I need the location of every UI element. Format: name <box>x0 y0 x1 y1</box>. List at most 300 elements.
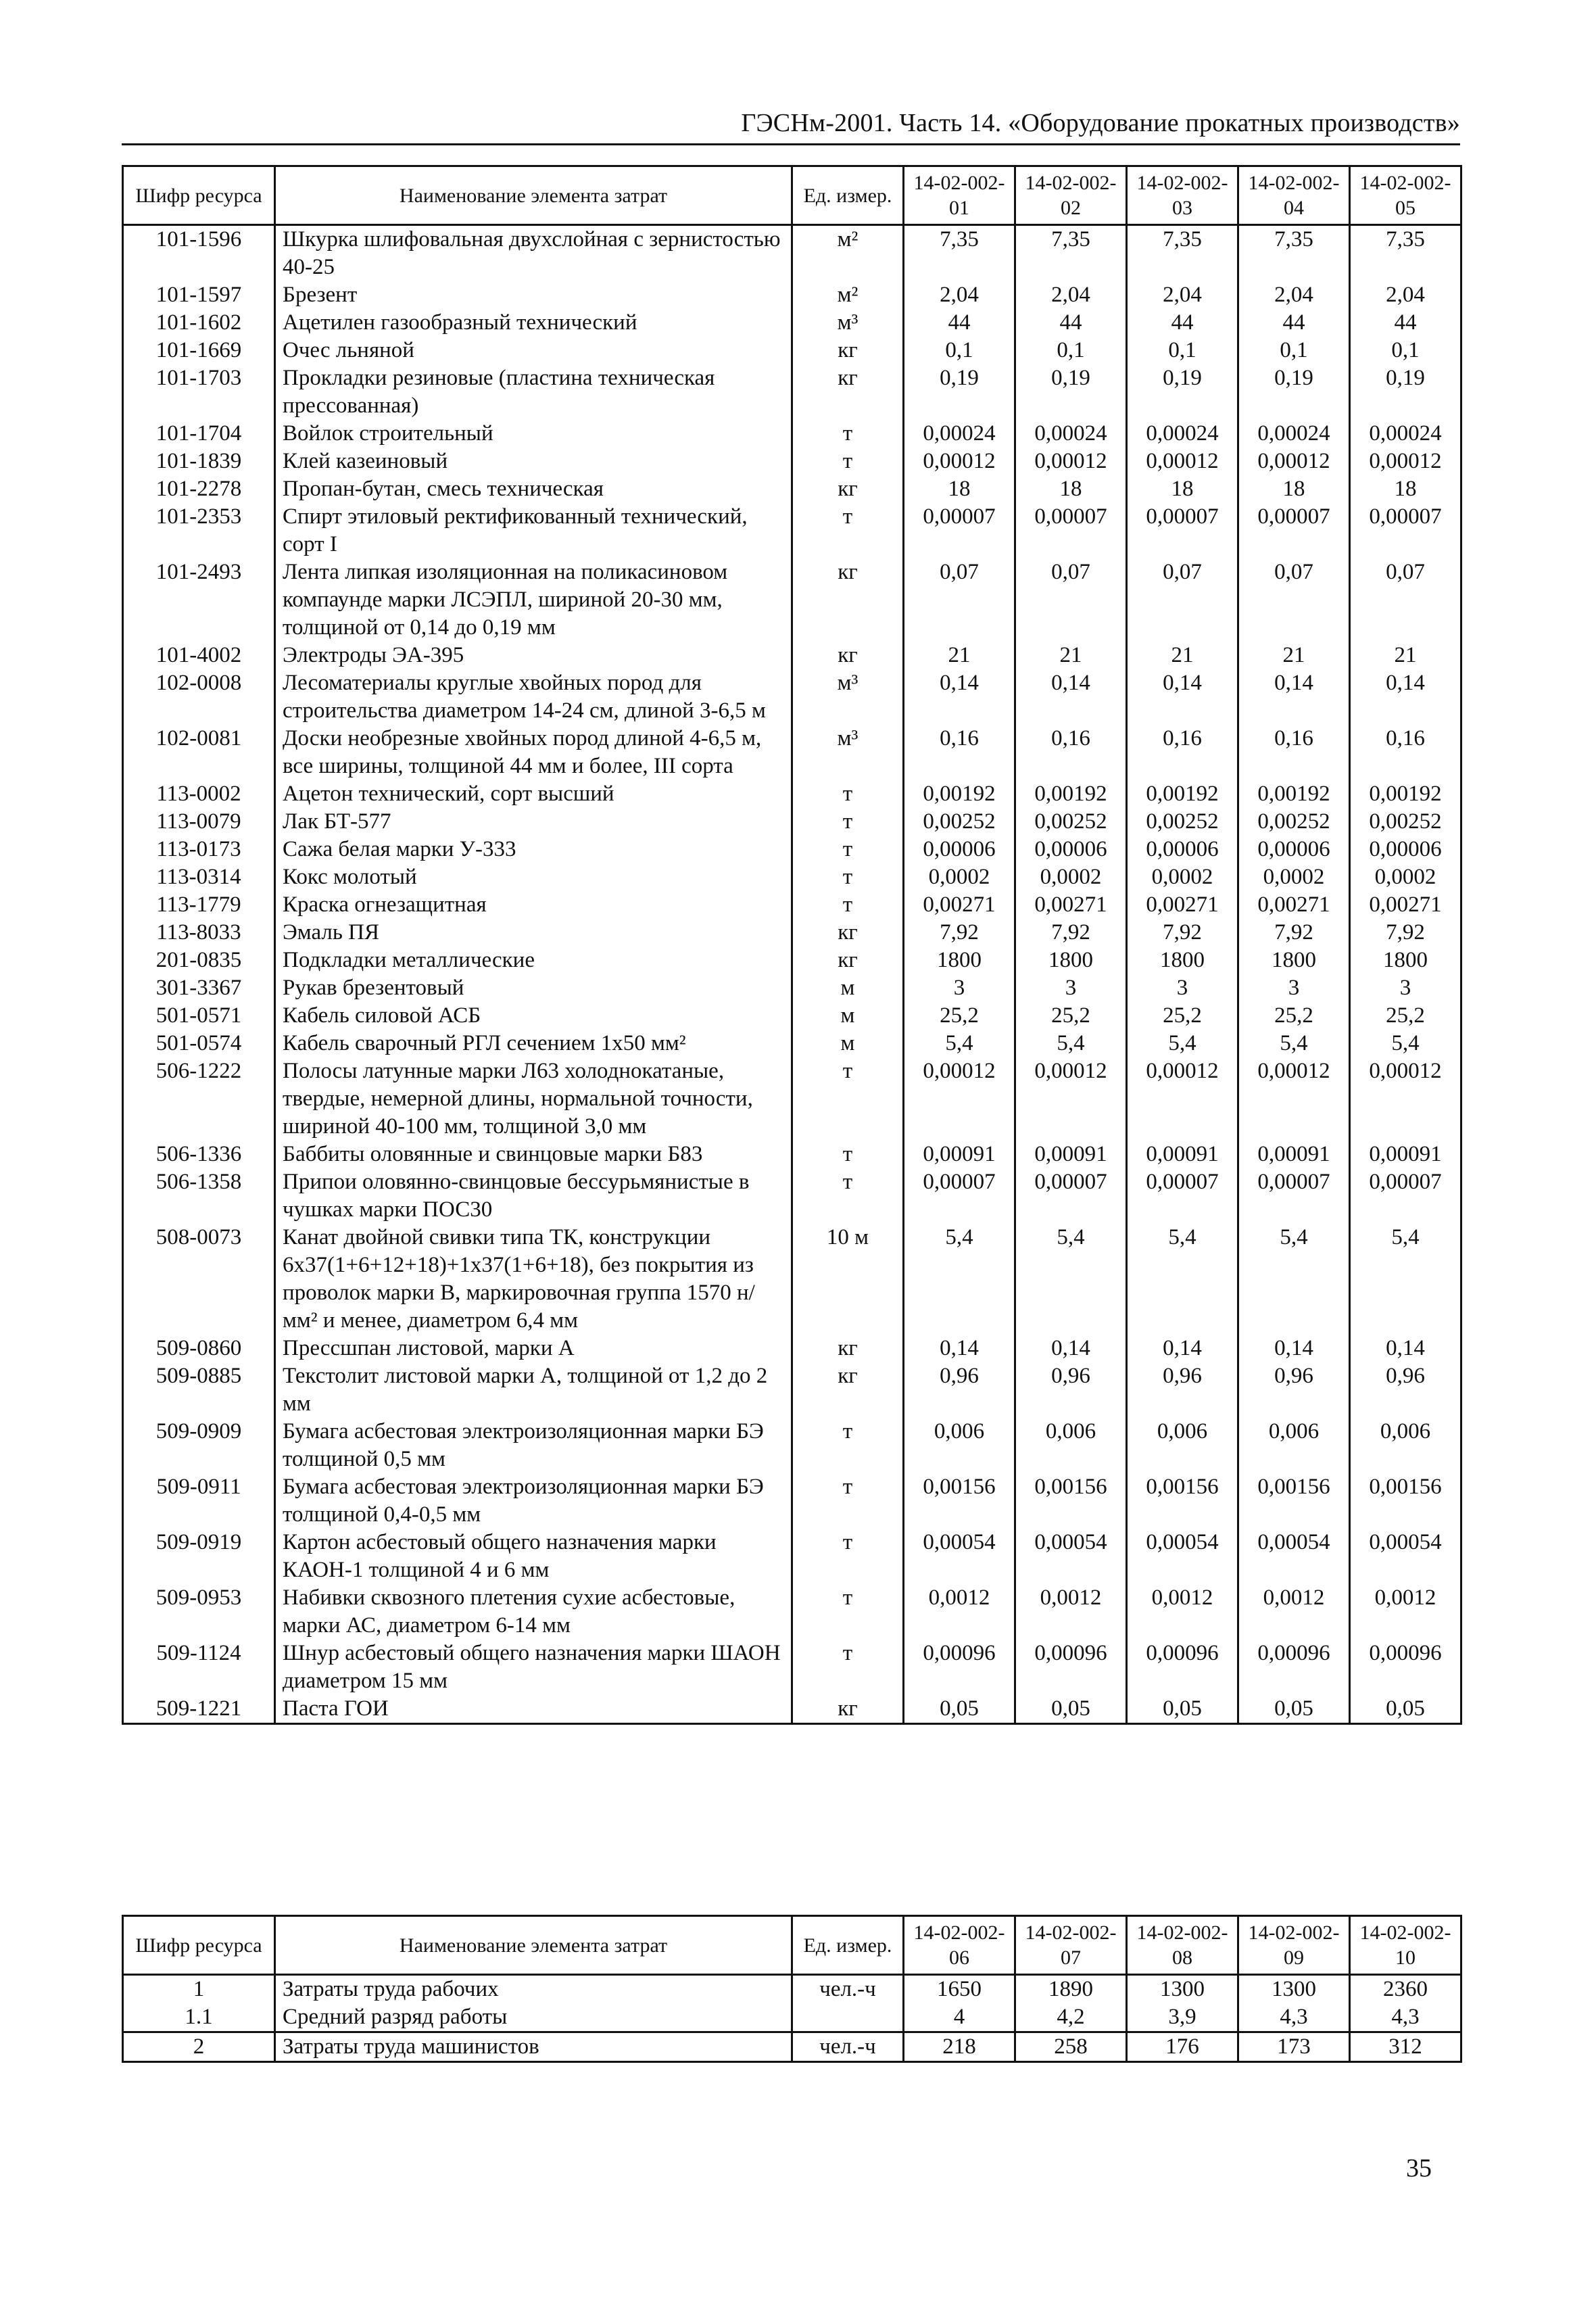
resource-code: 201-0835 <box>123 947 275 974</box>
norm-value: 3 <box>1015 974 1127 1002</box>
norm-value: 0,14 <box>1350 1335 1461 1362</box>
column-header: 14-02-002-01 <box>904 166 1015 225</box>
unit-of-measure: м² <box>792 225 904 282</box>
norm-value: 0,00271 <box>1238 891 1350 919</box>
norm-value: 18 <box>1350 475 1461 503</box>
norm-value: 25,2 <box>1350 1002 1461 1030</box>
unit-of-measure: кг <box>792 364 904 420</box>
column-header: Ед. измер. <box>792 1916 904 1975</box>
norm-value: 1300 <box>1238 1975 1350 2004</box>
resource-name: Затраты труда рабочих <box>275 1975 792 2004</box>
unit-of-measure: т <box>792 1584 904 1640</box>
norm-value: 0,00006 <box>1238 836 1350 863</box>
column-header: 14-02-002-08 <box>1127 1916 1238 1975</box>
unit-of-measure: т <box>792 1418 904 1473</box>
norm-value: 0,00156 <box>904 1473 1015 1529</box>
resource-code: 509-0885 <box>123 1362 275 1418</box>
norm-value: 0,1 <box>904 337 1015 364</box>
norm-value: 25,2 <box>904 1002 1015 1030</box>
table-row <box>123 642 1461 669</box>
norm-value: 0,07 <box>1127 558 1238 642</box>
table-row <box>123 558 1461 642</box>
norm-value: 0,00006 <box>904 836 1015 863</box>
table-row <box>123 364 1461 420</box>
norm-value: 5,4 <box>1127 1030 1238 1057</box>
table-row <box>123 503 1461 558</box>
norm-value: 0,96 <box>904 1362 1015 1418</box>
norm-value: 7,35 <box>1127 225 1238 282</box>
resource-code: 506-1222 <box>123 1057 275 1141</box>
norm-value: 0,00096 <box>1015 1640 1127 1695</box>
unit-of-measure: т <box>792 1640 904 1695</box>
table-row <box>123 1584 1461 1640</box>
table-row <box>123 1141 1461 1168</box>
norm-value: 0,00012 <box>1238 1057 1350 1141</box>
resource-code: 113-0314 <box>123 863 275 891</box>
norm-value: 0,14 <box>904 1335 1015 1362</box>
resource-name: Канат двойной свивки типа ТК, конструкции 6х37(1+6+12+18)+1х37(1+6+18), без покрытия из проволок марки В, маркировочная группа 1570 н/мм² и менее, диаметром 6,4 мм <box>275 1224 792 1335</box>
norm-value: 0,00054 <box>904 1529 1015 1584</box>
norm-value: 44 <box>1015 309 1127 337</box>
norm-value: 0,00007 <box>1238 503 1350 558</box>
norm-value: 4,3 <box>1350 2003 1461 2032</box>
norm-value: 0,0002 <box>1127 863 1238 891</box>
norm-value: 0,14 <box>904 669 1015 725</box>
resource-code: 1 <box>123 1975 275 2004</box>
table-row <box>123 725 1461 780</box>
resource-name: Доски необрезные хвойных пород длиной 4-6,5 м, все ширины, толщиной 44 мм и более, III сорта <box>275 725 792 780</box>
norm-value: 5,4 <box>1238 1224 1350 1335</box>
unit-of-measure: т <box>792 1529 904 1584</box>
unit-of-measure: кг <box>792 1362 904 1418</box>
norm-value: 0,00091 <box>1015 1141 1127 1168</box>
norm-value: 0,0002 <box>1015 863 1127 891</box>
resource-name: Средний разряд работы <box>275 2003 792 2032</box>
header-rule <box>122 143 1460 145</box>
unit-of-measure: кг <box>792 475 904 503</box>
norm-value: 0,0002 <box>904 863 1015 891</box>
unit-of-measure: м³ <box>792 669 904 725</box>
norm-value: 0,00006 <box>1350 836 1461 863</box>
norm-value: 5,4 <box>1238 1030 1350 1057</box>
norm-value: 0,00007 <box>1127 1168 1238 1224</box>
table-row <box>123 225 1461 282</box>
table-header-row <box>123 166 1461 225</box>
norm-value: 0,00271 <box>904 891 1015 919</box>
table-row <box>123 863 1461 891</box>
norm-value: 0,00252 <box>1127 808 1238 836</box>
norm-value: 0,00024 <box>1127 420 1238 448</box>
table-row <box>123 309 1461 337</box>
table-row <box>123 1362 1461 1418</box>
norm-value: 0,00192 <box>1015 780 1127 808</box>
unit-of-measure: кг <box>792 1335 904 1362</box>
resource-name: Прессшпан листовой, марки А <box>275 1335 792 1362</box>
norm-value: 5,4 <box>1350 1224 1461 1335</box>
norm-value: 1650 <box>904 1975 1015 2004</box>
norm-value: 0,00012 <box>904 1057 1015 1141</box>
table-row <box>123 780 1461 808</box>
norm-value: 0,96 <box>1015 1362 1127 1418</box>
unit-of-measure: т <box>792 1473 904 1529</box>
norm-value: 0,0002 <box>1238 863 1350 891</box>
resource-code: 506-1336 <box>123 1141 275 1168</box>
table-row <box>123 669 1461 725</box>
unit-of-measure: т <box>792 780 904 808</box>
norm-value: 4,3 <box>1238 2003 1350 2032</box>
resource-code: 501-0574 <box>123 1030 275 1057</box>
norm-value: 0,00156 <box>1127 1473 1238 1529</box>
norm-value: 3 <box>1238 974 1350 1002</box>
norm-value: 7,92 <box>1127 919 1238 947</box>
norm-value: 3 <box>904 974 1015 1002</box>
norm-value: 0,00192 <box>1127 780 1238 808</box>
norm-value: 0,00091 <box>904 1141 1015 1168</box>
norm-value: 0,16 <box>1350 725 1461 780</box>
norm-value: 0,00012 <box>1127 1057 1238 1141</box>
norm-value: 0,07 <box>1350 558 1461 642</box>
table-row <box>123 1002 1461 1030</box>
resource-name: Картон асбестовый общего назначения марки КАОН-1 толщиной 4 и 6 мм <box>275 1529 792 1584</box>
norm-value: 0,00012 <box>904 448 1015 475</box>
resource-name: Шнур асбестовый общего назначения марки ШАОН диаметром 15 мм <box>275 1640 792 1695</box>
resource-code: 101-1669 <box>123 337 275 364</box>
resource-code: 501-0571 <box>123 1002 275 1030</box>
resource-name: Спирт этиловый ректификованный технический, сорт I <box>275 503 792 558</box>
unit-of-measure: чел.-ч <box>792 1975 904 2004</box>
table-row <box>123 1224 1461 1335</box>
norm-value: 0,00252 <box>1015 808 1127 836</box>
resource-code: 509-1221 <box>123 1695 275 1724</box>
table-row <box>123 919 1461 947</box>
norm-value: 0,00054 <box>1238 1529 1350 1584</box>
norm-value: 0,19 <box>1238 364 1350 420</box>
norm-value: 1800 <box>1350 947 1461 974</box>
norm-value: 0,00096 <box>904 1640 1015 1695</box>
norm-value: 0,14 <box>1127 1335 1238 1362</box>
column-header: 14-02-002-02 <box>1015 166 1127 225</box>
norm-value: 44 <box>1238 309 1350 337</box>
norm-value: 0,00007 <box>904 1168 1015 1224</box>
norm-value: 44 <box>1127 309 1238 337</box>
table-row <box>123 448 1461 475</box>
resource-code: 101-2353 <box>123 503 275 558</box>
table-row <box>123 1168 1461 1224</box>
norm-value: 3,9 <box>1127 2003 1238 2032</box>
norm-value: 25,2 <box>1127 1002 1238 1030</box>
table-row <box>123 281 1461 309</box>
column-header: Наименование элемента затрат <box>275 1916 792 1975</box>
resource-name: Ацетилен газообразный технический <box>275 309 792 337</box>
resource-name: Кабель сварочный РГЛ сечением 1х50 мм² <box>275 1030 792 1057</box>
running-header: ГЭСНм-2001. Часть 14. «Оборудование прокатных производств» <box>741 109 1460 137</box>
norm-value: 7,92 <box>1238 919 1350 947</box>
norm-value: 0,00192 <box>1238 780 1350 808</box>
norm-value: 0,006 <box>1350 1418 1461 1473</box>
norm-value: 0,00252 <box>904 808 1015 836</box>
norm-value: 0,00054 <box>1015 1529 1127 1584</box>
norm-value: 0,00096 <box>1238 1640 1350 1695</box>
norm-value: 0,00012 <box>1127 448 1238 475</box>
norm-value: 0,19 <box>1350 364 1461 420</box>
norm-value: 0,00012 <box>1350 1057 1461 1141</box>
norm-value: 0,07 <box>904 558 1015 642</box>
norm-value: 7,92 <box>1350 919 1461 947</box>
norm-value: 0,0012 <box>1127 1584 1238 1640</box>
norm-value: 0,00271 <box>1015 891 1127 919</box>
norm-value: 21 <box>1015 642 1127 669</box>
resource-name: Пропан-бутан, смесь техническая <box>275 475 792 503</box>
norm-value: 0,16 <box>1238 725 1350 780</box>
resource-code: 301-3367 <box>123 974 275 1002</box>
norm-value: 5,4 <box>1015 1224 1127 1335</box>
unit-of-measure: м <box>792 1002 904 1030</box>
resource-code: 509-0919 <box>123 1529 275 1584</box>
norm-value: 0,14 <box>1238 669 1350 725</box>
norm-value: 7,92 <box>1015 919 1127 947</box>
resource-name: Шкурка шлифовальная двухслойная с зернистостью 40-25 <box>275 225 792 282</box>
resource-code: 101-4002 <box>123 642 275 669</box>
table-row <box>123 1640 1461 1695</box>
unit-of-measure: т <box>792 1057 904 1141</box>
norm-value: 44 <box>904 309 1015 337</box>
resource-code: 509-0953 <box>123 1584 275 1640</box>
resource-name: Подкладки металлические <box>275 947 792 974</box>
resource-code: 509-0909 <box>123 1418 275 1473</box>
unit-of-measure: кг <box>792 1695 904 1724</box>
resource-name: Очес льняной <box>275 337 792 364</box>
norm-value: 0,16 <box>904 725 1015 780</box>
resource-name: Ацетон технический, сорт высший <box>275 780 792 808</box>
norm-value: 44 <box>1350 309 1461 337</box>
norm-value: 0,14 <box>1127 669 1238 725</box>
resource-name: Текстолит листовой марки А, толщиной от 1,2 до 2 мм <box>275 1362 792 1418</box>
resource-name: Полосы латунные марки Л63 холоднокатаные, твердые, немерной длины, нормальной точности, шириной 40-100 мм, толщиной 3,0 мм <box>275 1057 792 1141</box>
norm-value: 0,00006 <box>1015 836 1127 863</box>
column-header: Ед. измер. <box>792 166 904 225</box>
resource-code: 101-1703 <box>123 364 275 420</box>
column-header: 14-02-002-05 <box>1350 166 1461 225</box>
column-header: 14-02-002-03 <box>1127 166 1238 225</box>
norm-value: 0,00006 <box>1127 836 1238 863</box>
norm-value: 0,00096 <box>1350 1640 1461 1695</box>
norm-value: 1800 <box>1238 947 1350 974</box>
norm-value: 5,4 <box>1127 1224 1238 1335</box>
table-row <box>123 420 1461 448</box>
resource-name: Электроды ЭА-395 <box>275 642 792 669</box>
norm-value: 258 <box>1015 2032 1127 2062</box>
resource-name: Кабель силовой АСБ <box>275 1002 792 1030</box>
norm-value: 0,96 <box>1238 1362 1350 1418</box>
norm-value: 7,92 <box>904 919 1015 947</box>
norm-value: 3 <box>1127 974 1238 1002</box>
norm-value: 21 <box>1238 642 1350 669</box>
norm-value: 0,00007 <box>1015 503 1127 558</box>
norm-value: 0,00156 <box>1350 1473 1461 1529</box>
norm-value: 0,19 <box>1127 364 1238 420</box>
norm-value: 0,0002 <box>1350 863 1461 891</box>
unit-of-measure: т <box>792 1141 904 1168</box>
resource-code: 506-1358 <box>123 1168 275 1224</box>
unit-of-measure: т <box>792 891 904 919</box>
norm-value: 0,1 <box>1238 337 1350 364</box>
norm-value: 0,00012 <box>1350 448 1461 475</box>
norm-value: 0,006 <box>904 1418 1015 1473</box>
resource-name: Войлок строительный <box>275 420 792 448</box>
labor-table <box>122 1915 1462 2063</box>
norm-value: 0,16 <box>1015 725 1127 780</box>
norm-value: 312 <box>1350 2032 1461 2062</box>
norm-value: 0,00156 <box>1015 1473 1127 1529</box>
unit-of-measure: кг <box>792 337 904 364</box>
table-row <box>123 1335 1461 1362</box>
table-row <box>123 1529 1461 1584</box>
table-row <box>123 947 1461 974</box>
page-number: 35 <box>1406 2154 1432 2182</box>
resource-code: 113-1779 <box>123 891 275 919</box>
norm-value: 0,05 <box>1238 1695 1350 1724</box>
norm-value: 0,07 <box>1238 558 1350 642</box>
unit-of-measure: м² <box>792 281 904 309</box>
norm-value: 0,00024 <box>904 420 1015 448</box>
resource-name: Эмаль ПЯ <box>275 919 792 947</box>
resource-code: 2 <box>123 2032 275 2062</box>
norm-value: 0,05 <box>1350 1695 1461 1724</box>
table-header-row <box>123 1916 1461 1975</box>
resource-name: Лак БТ-577 <box>275 808 792 836</box>
norm-value: 4 <box>904 2003 1015 2032</box>
norm-value: 0,00096 <box>1127 1640 1238 1695</box>
norm-value: 2,04 <box>1238 281 1350 309</box>
unit-of-measure: т <box>792 836 904 863</box>
norm-value: 0,00271 <box>1127 891 1238 919</box>
column-header: 14-02-002-10 <box>1350 1916 1461 1975</box>
norm-value: 0,14 <box>1350 669 1461 725</box>
norm-value: 0,00054 <box>1350 1529 1461 1584</box>
resource-name: Прокладки резиновые (пластина техническая прессованная) <box>275 364 792 420</box>
table-row <box>123 974 1461 1002</box>
table-row <box>123 337 1461 364</box>
column-header: 14-02-002-06 <box>904 1916 1015 1975</box>
norm-value: 2,04 <box>1127 281 1238 309</box>
norm-value: 0,0012 <box>1015 1584 1127 1640</box>
resource-code: 101-1596 <box>123 225 275 282</box>
norm-value: 7,35 <box>1238 225 1350 282</box>
norm-value: 0,19 <box>1015 364 1127 420</box>
norm-value: 0,00252 <box>1238 808 1350 836</box>
norm-value: 0,1 <box>1015 337 1127 364</box>
norm-value: 1890 <box>1015 1975 1127 2004</box>
norm-value: 1800 <box>1015 947 1127 974</box>
column-header: 14-02-002-07 <box>1015 1916 1127 1975</box>
norm-value: 173 <box>1238 2032 1350 2062</box>
resource-name: Брезент <box>275 281 792 309</box>
norm-value: 0,00012 <box>1015 448 1127 475</box>
resource-name: Паста ГОИ <box>275 1695 792 1724</box>
norm-value: 21 <box>1350 642 1461 669</box>
table-row <box>123 1473 1461 1529</box>
resource-code: 508-0073 <box>123 1224 275 1335</box>
norm-value: 0,00271 <box>1350 891 1461 919</box>
resource-name: Набивки сквозного плетения сухие асбестовые, марки АС, диаметром 6-14 мм <box>275 1584 792 1640</box>
norm-value: 0,00091 <box>1238 1141 1350 1168</box>
norm-value: 5,4 <box>1015 1030 1127 1057</box>
resource-code: 509-0911 <box>123 1473 275 1529</box>
unit-of-measure: т <box>792 448 904 475</box>
norm-value: 0,00007 <box>1350 1168 1461 1224</box>
norm-value: 18 <box>904 475 1015 503</box>
norm-value: 0,00012 <box>1238 448 1350 475</box>
resource-name: Клей казеиновый <box>275 448 792 475</box>
norm-value: 1800 <box>1127 947 1238 974</box>
norm-value: 2,04 <box>1015 281 1127 309</box>
unit-of-measure: т <box>792 1168 904 1224</box>
norm-value: 0,05 <box>1127 1695 1238 1724</box>
resource-code: 101-2493 <box>123 558 275 642</box>
resource-code: 101-2278 <box>123 475 275 503</box>
norm-value: 0,00007 <box>1127 503 1238 558</box>
resource-name: Лента липкая изоляционная на поликасиновом компаунде марки ЛСЭПЛ, шириной 20-30 мм, толщиной от 0,14 до 0,19 мм <box>275 558 792 642</box>
norm-value: 0,14 <box>1015 1335 1127 1362</box>
norm-value: 0,00091 <box>1127 1141 1238 1168</box>
norm-value: 2,04 <box>904 281 1015 309</box>
norm-value: 4,2 <box>1015 2003 1127 2032</box>
norm-value: 0,00007 <box>1015 1168 1127 1224</box>
norm-value: 2360 <box>1350 1975 1461 2004</box>
resource-name: Рукав брезентовый <box>275 974 792 1002</box>
norm-value: 0,00024 <box>1238 420 1350 448</box>
norm-value: 25,2 <box>1238 1002 1350 1030</box>
norm-value: 0,05 <box>904 1695 1015 1724</box>
norm-value: 0,16 <box>1127 725 1238 780</box>
norm-value: 18 <box>1238 475 1350 503</box>
norm-value: 0,006 <box>1127 1418 1238 1473</box>
norm-value: 218 <box>904 2032 1015 2062</box>
norm-value: 0,00156 <box>1238 1473 1350 1529</box>
resource-code: 102-0008 <box>123 669 275 725</box>
table-row <box>123 808 1461 836</box>
resource-code: 113-0002 <box>123 780 275 808</box>
norm-value: 0,00091 <box>1350 1141 1461 1168</box>
unit-of-measure: т <box>792 808 904 836</box>
unit-of-measure: кг <box>792 947 904 974</box>
norm-value: 7,35 <box>1015 225 1127 282</box>
resource-code: 113-0173 <box>123 836 275 863</box>
column-header: Шифр ресурса <box>123 166 275 225</box>
unit-of-measure: т <box>792 420 904 448</box>
resource-code: 101-1704 <box>123 420 275 448</box>
norm-value: 18 <box>1127 475 1238 503</box>
norm-value: 0,0012 <box>1350 1584 1461 1640</box>
resource-name: Лесоматериалы круглые хвойных пород для строительства диаметром 14-24 см, длиной 3-6,5 м <box>275 669 792 725</box>
norm-value: 0,00192 <box>904 780 1015 808</box>
unit-of-measure: м <box>792 974 904 1002</box>
unit-of-measure: кг <box>792 558 904 642</box>
unit-of-measure <box>792 2003 904 2032</box>
table-row <box>123 1057 1461 1141</box>
column-header: Шифр ресурса <box>123 1916 275 1975</box>
unit-of-measure: т <box>792 863 904 891</box>
norm-value: 1800 <box>904 947 1015 974</box>
norm-value: 0,96 <box>1350 1362 1461 1418</box>
norm-value: 0,14 <box>1015 669 1127 725</box>
norm-value: 7,35 <box>904 225 1015 282</box>
column-header: 14-02-002-09 <box>1238 1916 1350 1975</box>
norm-value: 25,2 <box>1015 1002 1127 1030</box>
column-header: Наименование элемента затрат <box>275 166 792 225</box>
resource-code: 1.1 <box>123 2003 275 2032</box>
resource-table <box>122 165 1462 1725</box>
